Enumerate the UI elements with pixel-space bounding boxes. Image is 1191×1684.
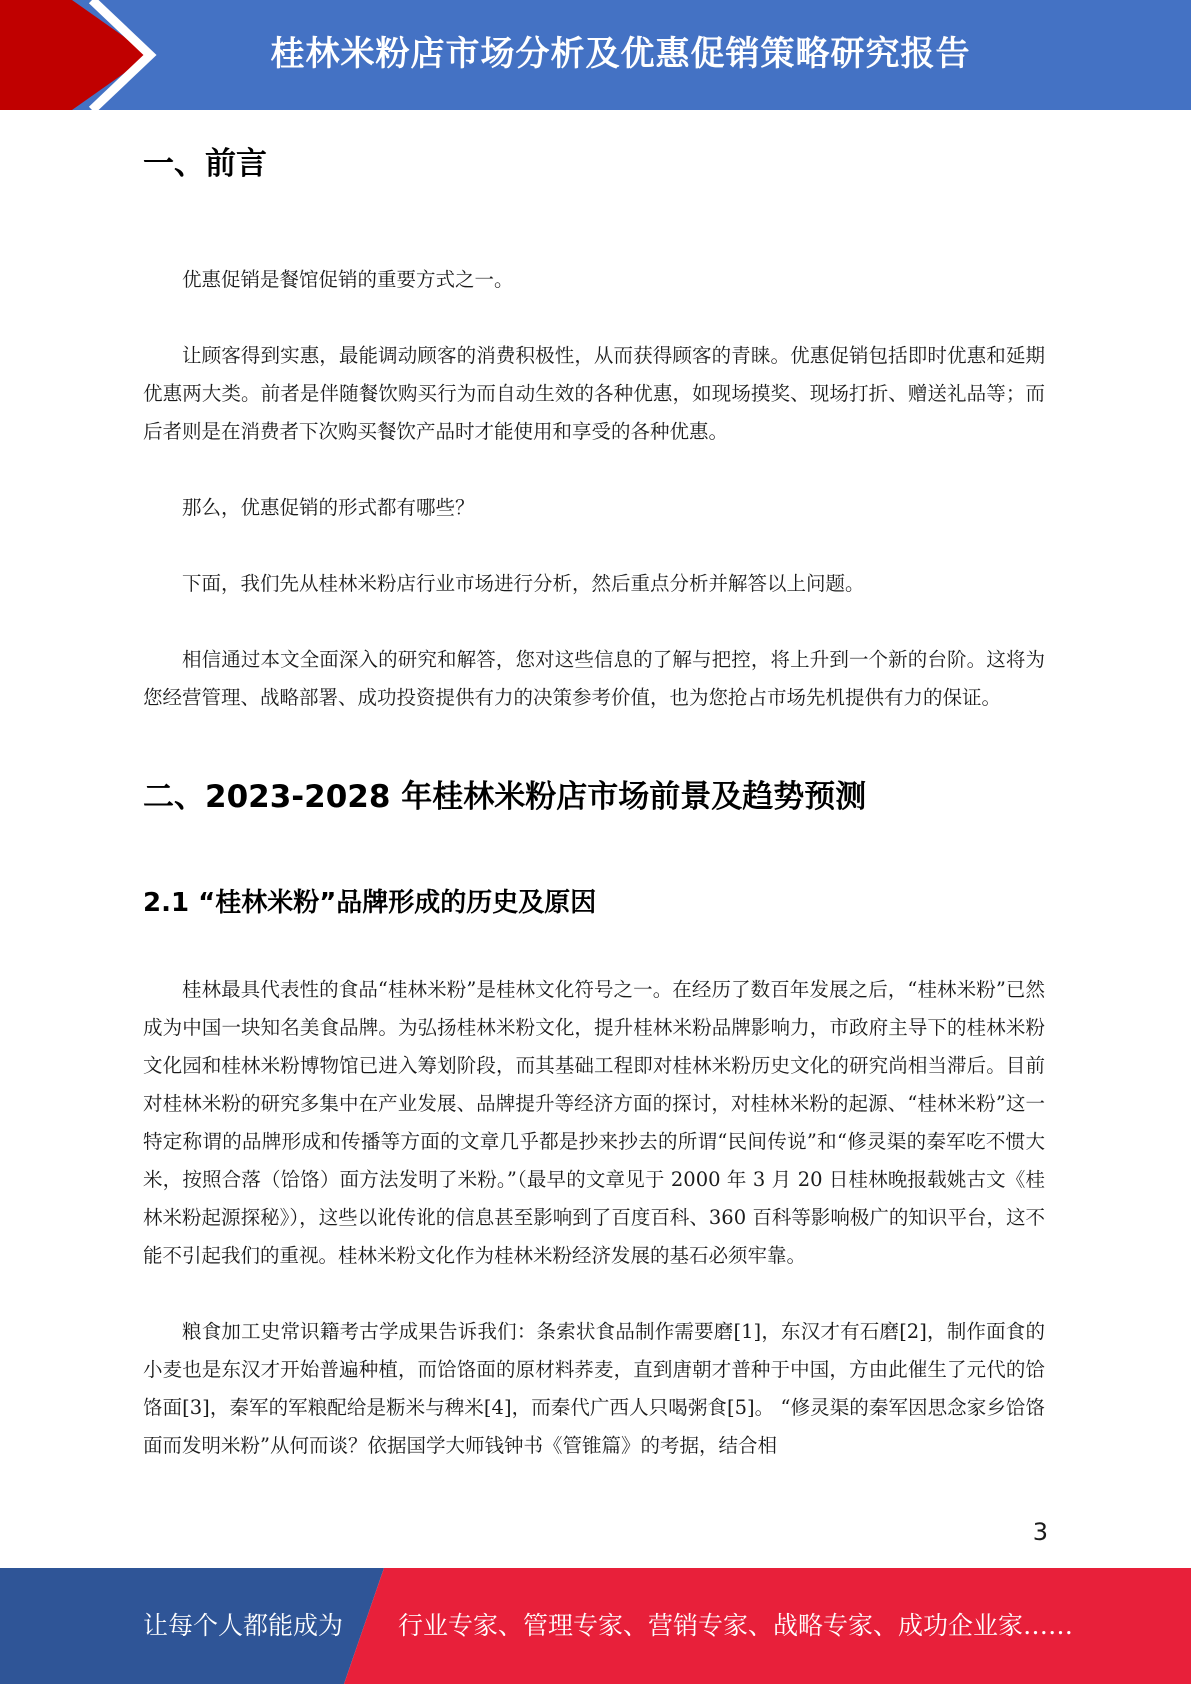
- paragraph: 优惠促销是餐馆促销的重要方式之一。: [182, 268, 514, 291]
- paragraph: 相信通过本文全面深入的研究和解答，您对这些信息的了解与把控，将上升到一个新的台阶。这将为您经营管理、战略部署、成功投资提供有力的决策参考价值，也为您抢占市场先机提供有力的保证。: [143, 648, 1045, 709]
- section-heading-preface: 一、前言: [143, 146, 267, 182]
- page-number: 3: [1032, 1518, 1048, 1546]
- red-arrow-shape: [0, 0, 150, 110]
- paragraph: 下面，我们先从桂林米粉店行业市场进行分析，然后重点分析并解答以上问题。: [182, 572, 865, 595]
- section-heading-market-outlook: 二、2023-2028 年桂林米粉店市场前景及趋势预测: [143, 779, 867, 815]
- document-body: [143, 138, 1045, 1465]
- paragraph: 让顾客得到实惠，最能调动顾客的消费积极性，从而获得顾客的青睐。优惠促销包括即时优惠和延期优惠两大类。前者是伴随餐饮购买行为而自动生效的各种优惠，如现场摸奖、现场打折、赠送礼品等；而后者则是在消费者下次购买餐饮产品时才能使用和享受的各种优惠。: [143, 344, 1045, 443]
- page-header-band: [0, 0, 1191, 110]
- footer-slogan-right: 行业专家、管理专家、营销专家、战略专家、成功企业家……: [398, 1611, 1074, 1640]
- page-footer-band: [0, 1568, 1191, 1684]
- paragraph: 桂林最具代表性的食品“桂林米粉”是桂林文化符号之一。在经历了数百年发展之后，“桂林米粉”已然成为中国一块知名美食品牌。为弘扬桂林米粉文化，提升桂林米粉品牌影响力，市政府主导下的桂林米粉文化园和桂林米粉博物馆已进入筹划阶段，而其基础工程即对桂林米粉历史文化的研究尚相当滞后。目前对桂林米粉的研究多集中在产业发展、品牌提升等经济方面的探讨，对桂林米粉的起源、“桂林米粉”这一特定称谓的品牌形成和传播等方面的文章几乎都是抄来抄去的所谓“民间传说”和“修灵渠的秦军吃不惯大米，按照合落（饸饹）面方法发明了米粉。”（最早的文章见于 2000 年 3 月 20 日桂林晚报载姚古文《桂林米粉起源探秘》），这些以讹传讹的信息甚至影响到了百度百科、360 百科等影响极广的知识平台，这不能不引起我们的重视。桂林米粉文化作为桂林米粉经济发展的基石必须牢靠。: [143, 978, 1045, 1267]
- paragraph: 粮食加工史常识籍考古学成果告诉我们：条索状食品制作需要磨[1]，东汉才有石磨[2]，制作面食的小麦也是东汉才开始普遍种植，而饸饹面的原材料荞麦，直到唐朝才普种于中国，方由此催生了元代的饸饹面[3]，秦军的军粮配给是粝米与稗米[4]，而秦代广西人只喝粥食[5]。 “修灵渠的秦军因思念家乡饸饹面而发明米粉”从何而谈？依据国学大师钱钟书《管锥篇》的考据，结合相: [143, 1320, 1045, 1457]
- footer-slogan-left: 让每个人都能成为: [143, 1611, 344, 1640]
- paragraph: 那么，优惠促销的形式都有哪些？: [182, 496, 475, 519]
- report-title: 桂林米粉店市场分析及优惠促销策略研究报告: [270, 34, 971, 74]
- subsection-heading-brand-history: 2.1 “桂林米粉”品牌形成的历史及原因: [143, 888, 597, 918]
